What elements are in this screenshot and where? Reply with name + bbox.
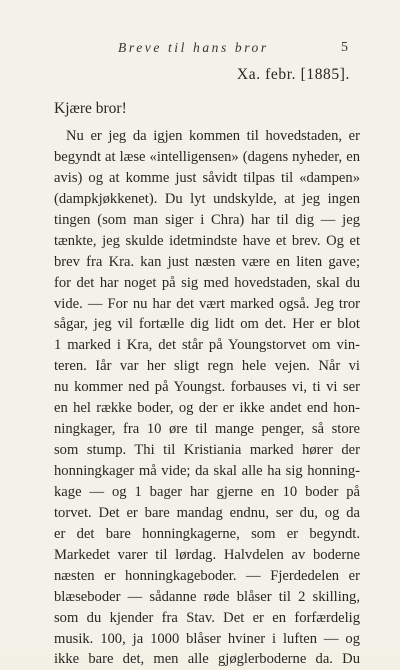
text-line: er det bare honningkagerne, som er begyndt. — [54, 525, 360, 542]
text-line: begyndt at læse «intelligensen» (dagens nyheder, en — [54, 148, 360, 165]
running-title: Breve til hans bror — [118, 40, 269, 55]
text-line: Markedet varer til lørdag. Halvdelen av boderne — [54, 546, 360, 563]
text-line: torvet. Det er bare mandag endnu, ser du, og da — [54, 504, 360, 521]
text-line: ningkager, fra 10 øre til mange penger, så store — [54, 421, 360, 438]
text-line: for det har noget på sig med hovedstaden, skal du — [54, 274, 360, 291]
text-line: nu kommer ned på Youngst. forbauses vi, ti vi ser — [54, 379, 360, 396]
letter-dateline: Xa. febr. [1885]. — [236, 66, 350, 83]
text-line: tingen (som man siger i Chra) har til dig — jeg — [54, 211, 360, 228]
text-line: en hel række boder, og der er ikke andet end hon- — [54, 400, 360, 417]
text-line: blæseboder — sådanne røde blåser til 2 skilling, — [54, 588, 360, 605]
text-line: avis) og at komme just såvidt tilpas til «dampen» — [54, 169, 360, 186]
text-line: kage — og 1 bager har gjerne en 10 boder på — [54, 483, 360, 500]
page-number: 5 — [341, 40, 348, 55]
text-line: ikke bare det, men alle gjøglerboderne da. Du — [54, 651, 360, 668]
text-line: sågar, jeg vil fortælle dig lidt om det. Her er blot — [54, 316, 360, 333]
text-line: Nu er jeg da igjen kommen til hovedstaden, er — [66, 128, 360, 144]
text-line: 1 marked i Kra, det står på Youngstorvet om vin- — [54, 337, 360, 354]
text-line: teren. Iår var her sligt regn hele vejen. Når vi — [54, 358, 360, 375]
text-line: honningkager må vide; da skal alle ha sig honning- — [54, 463, 360, 479]
text-line: brev fra Kra. kan just næsten være en liten gave; — [54, 253, 360, 270]
running-head — [0, 40, 400, 60]
text-line: næsten er honningkageboder. — Fjerdedelen er — [54, 567, 360, 584]
letter-body — [54, 126, 360, 670]
text-line: (dampkjøkkenet). Du lyt undskylde, at jeg ingen — [54, 190, 360, 207]
text-line: vide. — For nu har det vært marked også. Jeg tror — [54, 295, 360, 312]
letter-salutation: Kjære bror! — [54, 100, 127, 117]
text-line: musik. 100, ja 1000 blåser hviner i luften — og — [54, 630, 360, 647]
text-line: som du kjender fra Stav. Det er en forfærdelig — [54, 609, 360, 626]
text-line: som stump. Thi til Kristiania marked hører der — [54, 442, 360, 459]
text-line: tænkte, jeg skulde idetmindste have et brev. Og et — [54, 232, 360, 249]
